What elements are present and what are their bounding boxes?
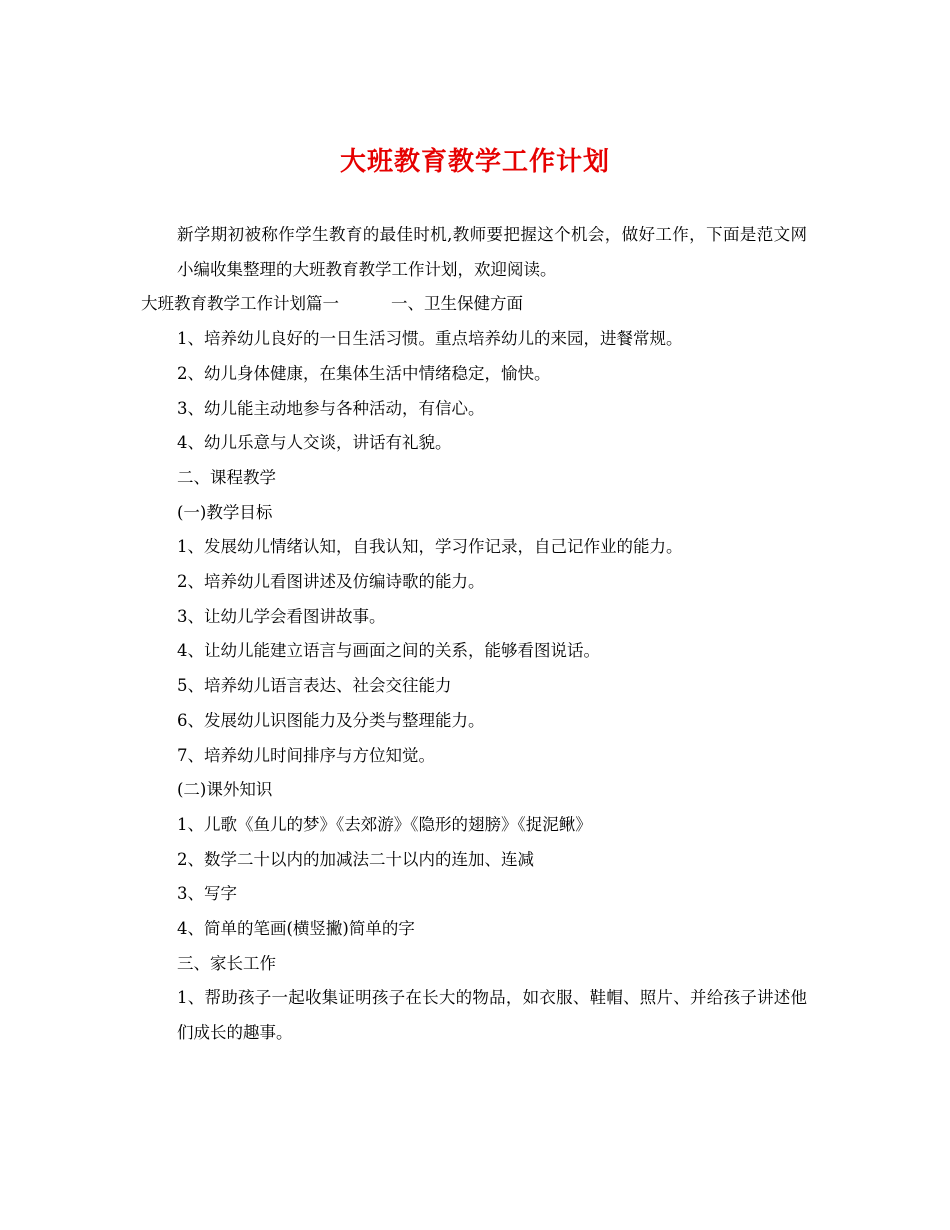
section-heading	[141, 287, 807, 322]
document-title: 大班教育教学工作计划	[339, 147, 610, 177]
list-item: 1、儿歌《鱼儿的梦》《去郊游》《隐形的翅膀》《捉泥鳅》	[177, 814, 592, 834]
section-heading-subtitle: 一、卫生保健方面	[391, 294, 523, 314]
section-heading-title: 大班教育教学工作计划篇一	[141, 294, 339, 314]
list-item: 3、幼儿能主动地参与各种活动，有信心。	[177, 398, 485, 418]
section-subheading: (二)课外知识	[177, 780, 273, 800]
list-item: 3、让幼儿学会看图讲故事。	[177, 606, 386, 626]
list-item: 4、幼儿乐意与人交谈，讲话有礼貌。	[177, 433, 452, 453]
list-item: 4、简单的笔画(横竖撇)简单的字	[177, 919, 415, 939]
list-item: 2、幼儿身体健康，在集体生活中情绪稳定，愉快。	[177, 363, 551, 383]
section-subheading: 二、课程教学	[177, 467, 276, 487]
list-item: 1、培养幼儿良好的一日生活习惯。重点培养幼儿的来园，进餐常规。	[177, 329, 683, 349]
intro-paragraph: 新学期初被称作学生教育的最佳时机,教师要把握这个机会，做好工作，下面是范文网小编收集整理的大班教育教学工作计划，欢迎阅读。	[177, 225, 807, 279]
list-item: 1、发展幼儿情绪认知，自我认知，学习作记录，自己记作业的能力。	[177, 537, 683, 557]
list-item: 5、培养幼儿语言表达、社会交往能力	[177, 676, 452, 696]
list-item: 4、让幼儿能建立语言与画面之间的关系，能够看图说话。	[177, 641, 600, 661]
closing-paragraph: 1、帮助孩子一起收集证明孩子在长大的物品，如衣服、鞋帽、照片、并给孩子讲述他们成长的趣事。	[177, 988, 807, 1043]
section-subheading: 三、家长工作	[177, 953, 276, 973]
list-item: 6、发展幼儿识图能力及分类与整理能力。	[177, 710, 485, 730]
list-item: 3、写字	[177, 884, 237, 904]
list-item: 7、培养幼儿时间排序与方位知觉。	[177, 745, 435, 765]
section-subheading: (一)教学目标	[177, 502, 273, 522]
document-body	[141, 218, 807, 1051]
list-item: 2、培养幼儿看图讲述及仿编诗歌的能力。	[177, 572, 485, 592]
list-item: 2、数学二十以内的加减法二十以内的连加、连减	[177, 849, 534, 869]
